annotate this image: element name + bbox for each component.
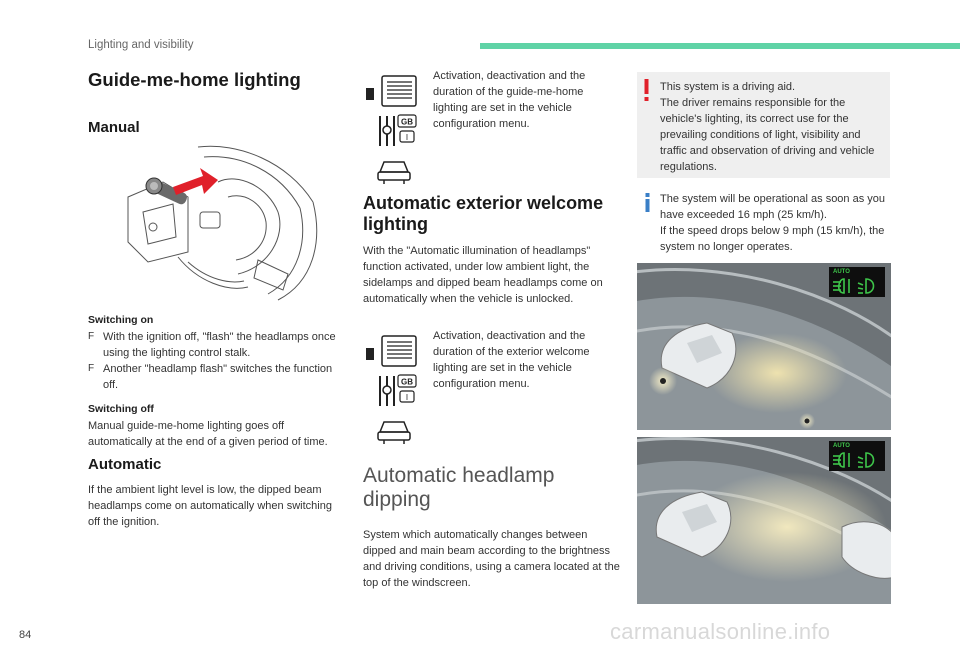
switching-on-list — [88, 329, 343, 393]
switching-off-heading: Switching off — [88, 403, 154, 415]
switching-off-text: Manual guide-me-home lighting goes off automatically at the end of a given period of time. — [88, 420, 328, 448]
watermark: carmanualsonline.info — [610, 619, 831, 644]
screen-icon — [382, 76, 416, 106]
vehicle-icon — [378, 422, 410, 444]
welcome-text: With the "Automatic illumination of headlamps" function activated, under low ambient light, the sidelamps and dipped beam headlamps come on automatically when the vehicle is unlocked. — [363, 245, 603, 305]
svg-text:GB: GB — [401, 117, 413, 127]
menu-icon — [366, 348, 374, 360]
svg-text:GB: GB — [401, 377, 413, 387]
config-menu-icons-2 — [360, 328, 420, 446]
info-icon — [645, 193, 650, 212]
switching-on-heading: Switching on — [88, 314, 154, 326]
automatic-heading: Automatic — [88, 456, 162, 473]
manual-heading: Manual — [88, 119, 140, 136]
list-item: F With the ignition off, "flash" the headlamps once using the lighting control stalk. — [88, 329, 343, 361]
headlamp-indicator-icon — [832, 451, 882, 469]
screen-icon — [382, 336, 416, 366]
dipping-heading: Automatic headlamp dipping — [363, 464, 555, 511]
warning-icon — [644, 79, 649, 101]
dipping-text: System which automatically changes between dipped and main beam according to the brightness and driving conditions, using a camera located at the top of the windscreen. — [363, 529, 620, 589]
list-item: F Another "headlamp flash" switches the function off. — [88, 361, 343, 393]
svg-text:I: I — [405, 393, 409, 402]
section-header: Lighting and visibility — [88, 39, 194, 51]
menu-icon — [366, 88, 374, 100]
steering-stalk-illustration — [118, 142, 323, 302]
automatic-text: If the ambient light level is low, the dipped beam headlamps come on automatically when switching off the ignition. — [88, 484, 332, 528]
guide-me-home-config-text: Activation, deactivation and the duration of the guide-me-home lighting are set in the vehicle configuration menu. — [433, 70, 586, 130]
auto-beam-indicator-panel: AUTO — [829, 267, 885, 297]
headlamp-scene-dipped — [637, 263, 891, 430]
section-accent-bar — [480, 43, 960, 49]
headlamp-indicator-icon — [832, 277, 882, 295]
page-number: 84 — [19, 629, 32, 641]
page-title: Guide-me-home lighting — [88, 69, 301, 90]
vehicle-icon — [378, 162, 410, 184]
info-note-text: The system will be operational as soon as you have exceeded 16 mph (25 km/h). If the speed drops below 9 mph (15 km/h), the system no longer operates. — [660, 193, 886, 253]
welcome-config-text: Activation, deactivation and the duration of the exterior welcome lighting are set in the vehicle configuration menu. — [433, 330, 590, 390]
warning-note-text: This system is a driving aid. The driver remains responsible for the vehicle's lighting, its correct use for the prevailing conditions of light, visibility and traffic and observation of driving and vehicle regulations. — [660, 81, 875, 173]
welcome-heading: Automatic exterior welcome lighting — [363, 193, 604, 234]
headlamp-scene-main — [637, 437, 891, 604]
auto-beam-indicator-panel: AUTO — [829, 441, 885, 471]
svg-text:I: I — [405, 133, 409, 142]
config-menu-icons-1 — [360, 68, 420, 186]
